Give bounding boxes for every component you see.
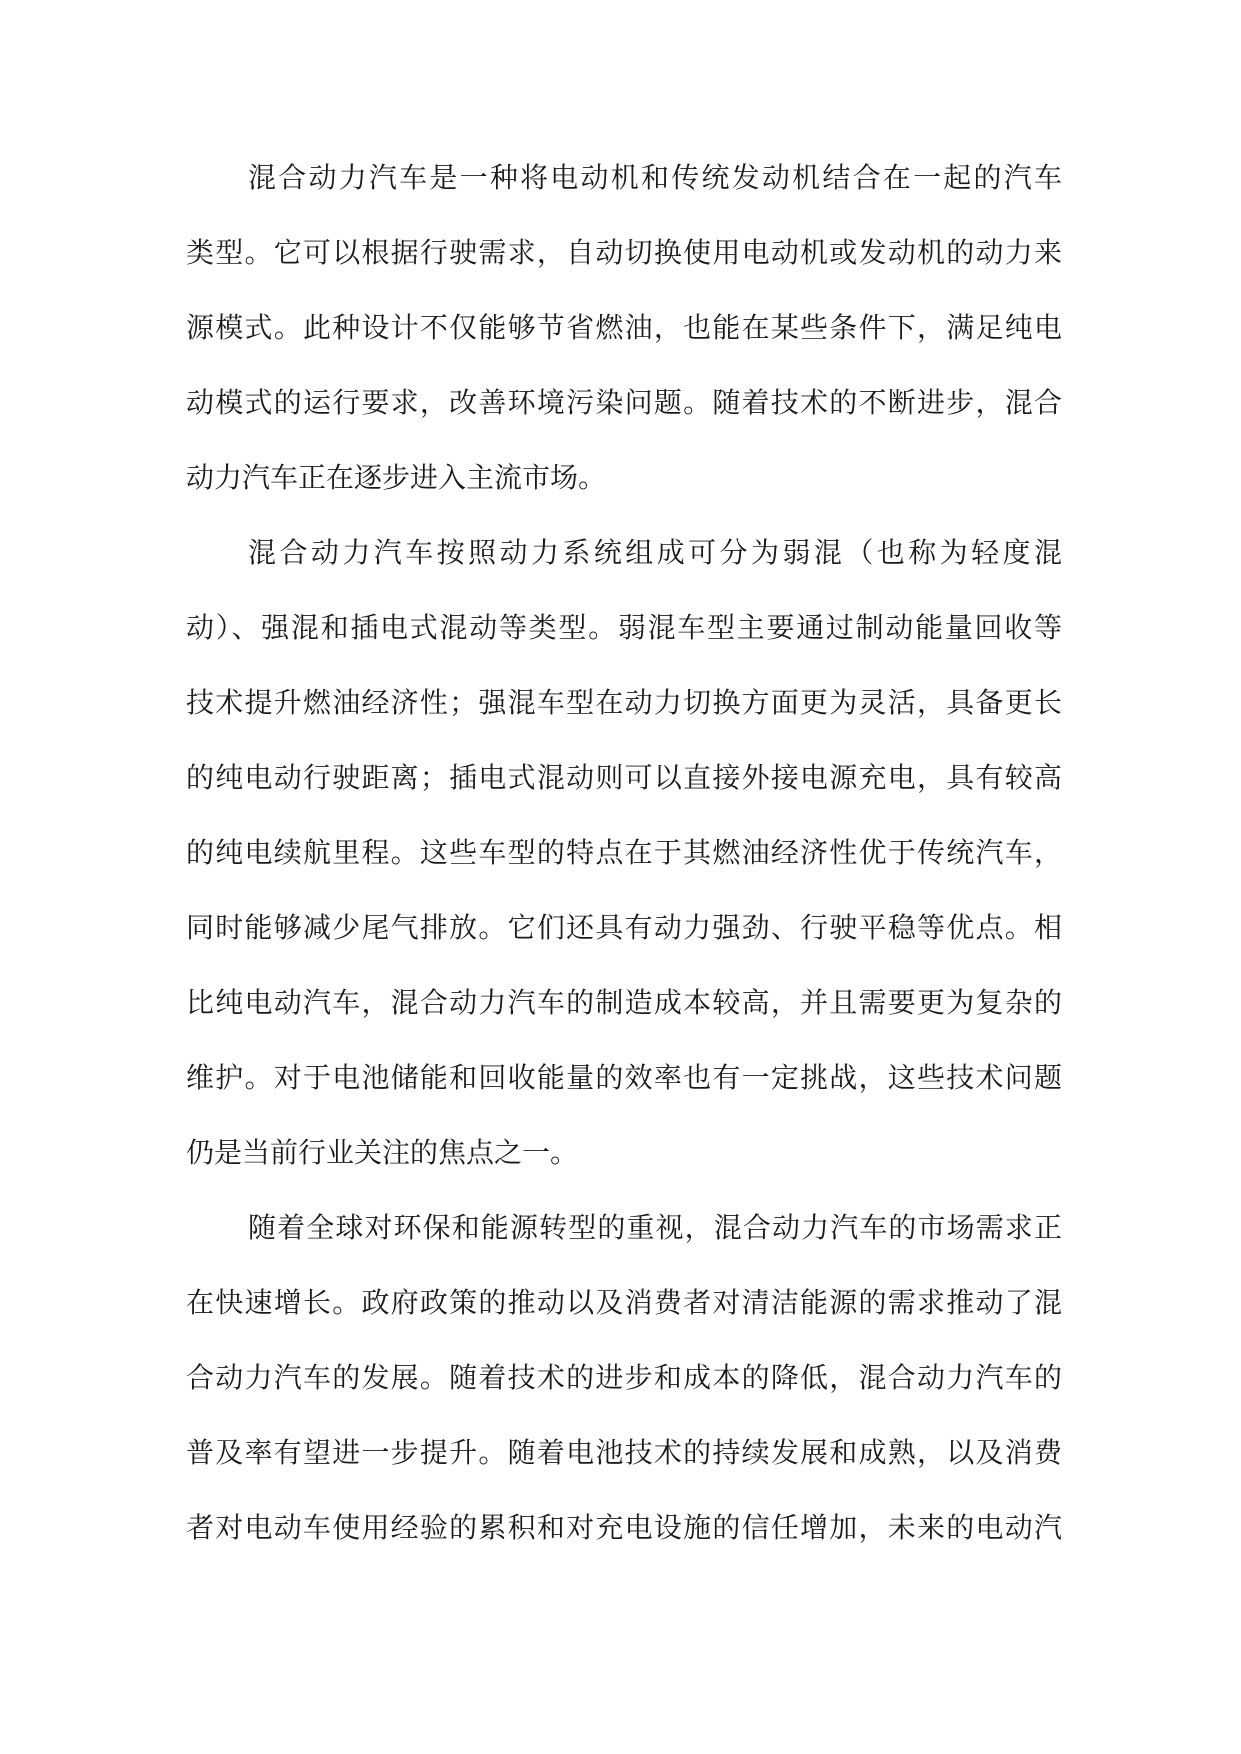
paragraph-line: 混合动力汽车按照动力系统组成可分为弱混（也称为轻度混 bbox=[248, 536, 1062, 569]
paragraph-line: 维护。对于电池储能和回收能量的效率也有一定挑战，这些技术问题 bbox=[186, 1061, 1062, 1094]
paragraph-1 bbox=[186, 140, 1062, 515]
paragraph-line: 比纯电动汽车，混合动力汽车的制造成本较高，并且需要更为复杂的 bbox=[186, 986, 1062, 1019]
paragraph-line: 动）、强混和插电式混动等类型。弱混车型主要通过制动能量回收等 bbox=[186, 611, 1062, 644]
paragraph-line: 在快速增长。政府政策的推动以及消费者对清洁能源的需求推动了混 bbox=[186, 1286, 1062, 1319]
paragraph-line: 随着全球对环保和能源转型的重视，混合动力汽车的市场需求正 bbox=[248, 1211, 1062, 1244]
paragraph-line: 合动力汽车的发展。随着技术的进步和成本的降低，混合动力汽车的 bbox=[186, 1361, 1062, 1394]
paragraph-line: 技术提升燃油经济性；强混车型在动力切换方面更为灵活，具备更长 bbox=[186, 686, 1062, 719]
paragraph-3 bbox=[186, 1190, 1062, 1565]
paragraph-line: 同时能够减少尾气排放。它们还具有动力强劲、行驶平稳等优点。相 bbox=[186, 911, 1062, 944]
paragraph-line: 混合动力汽车是一种将电动机和传统发动机结合在一起的汽车 bbox=[248, 161, 1062, 194]
paragraph-line: 动力汽车正在逐步进入主流市场。 bbox=[186, 461, 607, 494]
paragraph-line: 的纯电续航里程。这些车型的特点在于其燃油经济性优于传统汽车， bbox=[186, 836, 1062, 869]
paragraph-line: 仍是当前行业关注的焦点之一。 bbox=[186, 1136, 579, 1169]
paragraph-line: 的纯电动行驶距离；插电式混动则可以直接外接电源充电，具有较高 bbox=[186, 761, 1062, 794]
document-body bbox=[186, 140, 1062, 1565]
paragraph-2 bbox=[186, 515, 1062, 1190]
paragraph-line: 类型。它可以根据行驶需求，自动切换使用电动机或发动机的动力来 bbox=[186, 236, 1062, 269]
paragraph-line: 者对电动车使用经验的累积和对充电设施的信任增加，未来的电动汽 bbox=[186, 1511, 1062, 1544]
paragraph-line: 普及率有望进一步提升。随着电池技术的持续发展和成熟，以及消费 bbox=[186, 1436, 1062, 1469]
paragraph-line: 源模式。此种设计不仅能够节省燃油，也能在某些条件下，满足纯电 bbox=[186, 311, 1062, 344]
paragraph-line: 动模式的运行要求，改善环境污染问题。随着技术的不断进步，混合 bbox=[186, 386, 1062, 419]
